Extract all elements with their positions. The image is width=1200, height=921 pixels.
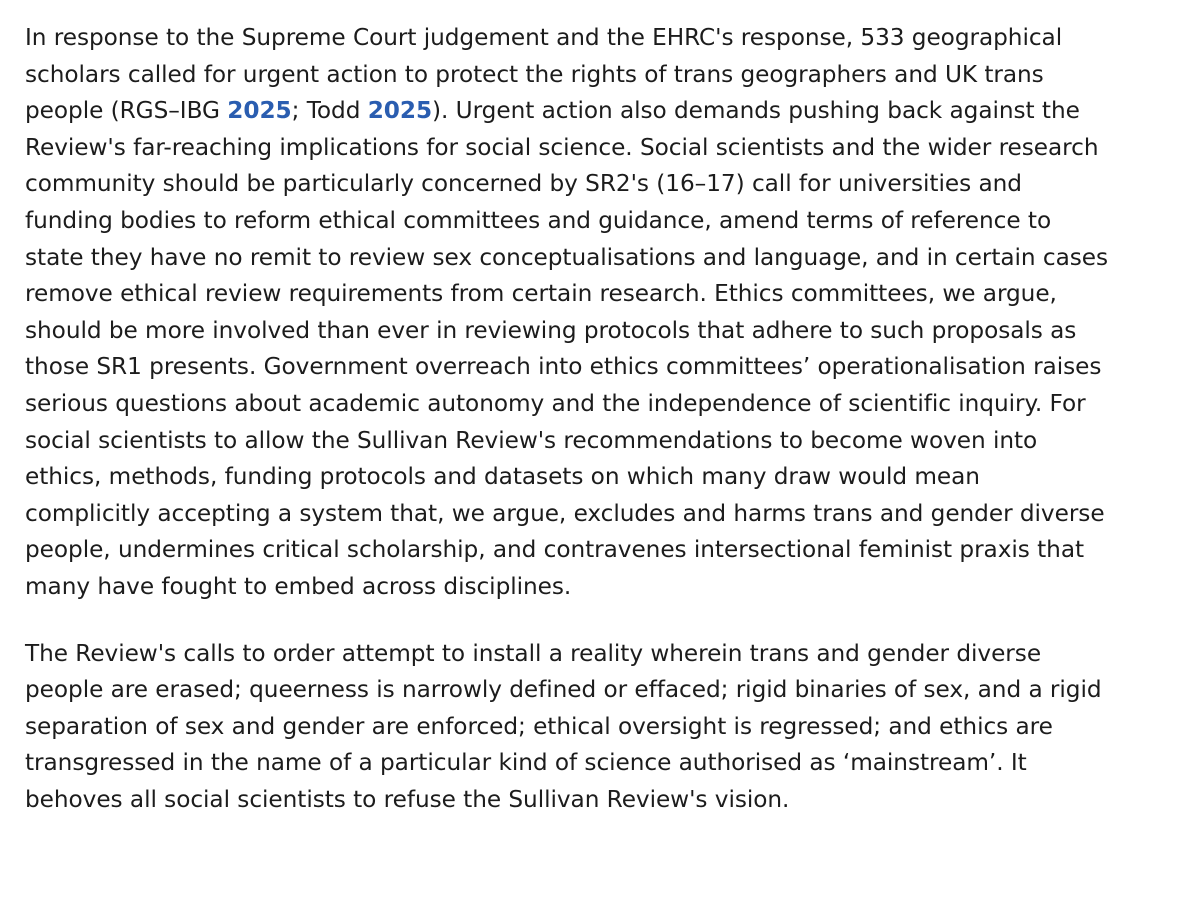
- citation-link-rgs-ibg-2025[interactable]: 2025: [227, 97, 292, 125]
- article-body: [25, 20, 1175, 818]
- text-line: transgressed in the name of a particular kind of science authorised as ‘mainstream’. It: [25, 749, 1027, 777]
- text-line: should be more involved than ever in reviewing protocols that adhere to such proposals as: [25, 316, 1077, 344]
- text-line: [25, 93, 1175, 130]
- paragraph-2: [25, 636, 1175, 819]
- text-line: scholars called for urgent action to protect the rights of trans geographers and UK trans: [25, 60, 1044, 88]
- text-line: social scientists to allow the Sullivan Review's recommendations to become woven into: [25, 426, 1038, 454]
- text-line: many have fought to embed across disciplines.: [25, 572, 572, 600]
- text-fragment: ; Todd: [291, 97, 368, 125]
- text-line: separation of sex and gender are enforced; ethical oversight is regressed; and ethics are: [25, 712, 1053, 740]
- text-line: funding bodies to reform ethical committees and guidance, amend terms of reference to: [25, 206, 1052, 234]
- text-line: people, undermines critical scholarship, and contravenes intersectional feminist praxis that: [25, 536, 1085, 564]
- text-line: ethics, methods, funding protocols and datasets on which many draw would mean: [25, 463, 980, 491]
- text-line: serious questions about academic autonomy and the independence of scientific inquiry. For: [25, 389, 1086, 417]
- text-line: Review's far-reaching implications for social science. Social scientists and the wider research: [25, 133, 1099, 161]
- text-line: community should be particularly concerned by SR2's (16–17) call for universities and: [25, 170, 1022, 198]
- text-line: people are erased; queerness is narrowly defined or effaced; rigid binaries of sex, and a rigid: [25, 676, 1102, 704]
- text-line: those SR1 presents. Government overreach into ethics committees’ operationalisation raises: [25, 353, 1102, 381]
- paragraph-1: [25, 20, 1175, 606]
- text-line: complicitly accepting a system that, we argue, excludes and harms trans and gender diverse: [25, 499, 1105, 527]
- text-fragment: ). Urgent action also demands pushing back against the: [432, 97, 1080, 125]
- text-line: In response to the Supreme Court judgement and the EHRC's response, 533 geographical: [25, 24, 1063, 51]
- text-fragment: people (RGS–IBG: [25, 97, 228, 125]
- text-line: state they have no remit to review sex conceptualisations and language, and in certain cases: [25, 243, 1109, 271]
- text-line: remove ethical review requirements from certain research. Ethics committees, we argue,: [25, 280, 1057, 308]
- text-line: behoves all social scientists to refuse the Sullivan Review's vision.: [25, 785, 790, 813]
- citation-link-todd-2025[interactable]: 2025: [367, 97, 433, 125]
- text-line: The Review's calls to order attempt to install a reality wherein trans and gender diverse: [25, 639, 1042, 667]
